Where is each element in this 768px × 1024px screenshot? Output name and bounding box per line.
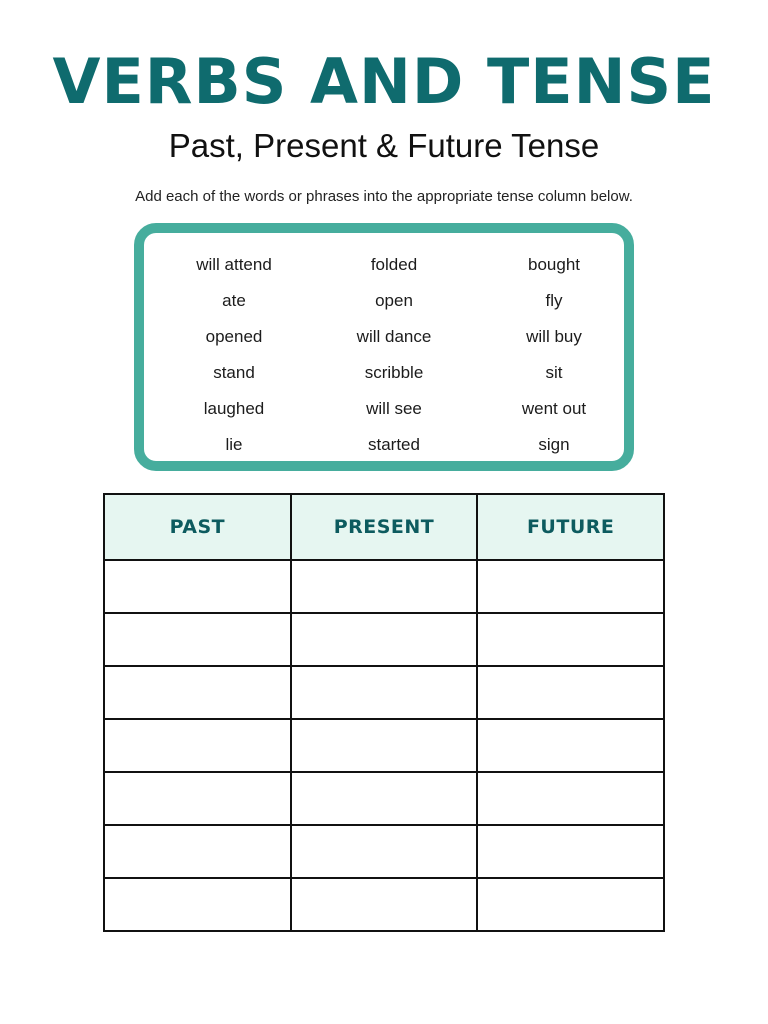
present-answer-cell[interactable] [291,613,478,666]
future-answer-cell[interactable] [477,666,664,719]
past-answer-cell[interactable] [104,560,291,613]
word-bank-item: sign [538,435,570,454]
instructions-text: Add each of the words or phrases into the appropriate tense column below. [135,188,633,205]
word-bank-item: went out [521,399,587,418]
present-answer-cell[interactable] [291,719,478,772]
past-column-header: PAST [104,494,291,560]
word-bank-item: will see [366,399,422,418]
word-bank-item: laughed [203,399,265,418]
table-row [104,719,664,772]
worksheet-title: VERBS AND TENSE [52,45,716,118]
word-bank-item: bought [528,255,580,274]
future-answer-cell[interactable] [477,772,664,825]
word-bank-item: open [375,291,413,310]
table-row [104,613,664,666]
table-row [104,560,664,613]
word-bank-item: ate [222,291,246,310]
tense-sorting-table [103,493,665,932]
future-answer-cell[interactable] [477,878,664,931]
past-answer-cell[interactable] [104,878,291,931]
past-answer-cell[interactable] [104,666,291,719]
word-bank-item: started [368,435,420,454]
table-header-row [104,494,664,560]
word-bank-item: will dance [356,327,432,346]
word-bank-item: will buy [526,327,582,346]
future-answer-cell[interactable] [477,719,664,772]
word-bank-grid [154,247,614,463]
word-bank-item: folded [370,255,418,274]
word-bank-item: scribble [364,363,424,382]
word-bank-item: will attend [196,255,272,274]
word-bank-item: fly [545,291,563,310]
table-row [104,878,664,931]
past-answer-cell[interactable] [104,719,291,772]
worksheet-subtitle: Past, Present & Future Tense [168,127,600,164]
past-answer-cell[interactable] [104,825,291,878]
present-answer-cell[interactable] [291,666,478,719]
word-bank-item: opened [205,327,263,346]
table-row [104,825,664,878]
future-column-header: FUTURE [477,494,664,560]
word-bank-item: lie [225,435,243,454]
word-bank-item: sit [545,363,563,382]
word-bank-box [134,223,634,471]
present-column-header: PRESENT [291,494,478,560]
table-row [104,666,664,719]
present-answer-cell[interactable] [291,560,478,613]
word-bank-item: stand [213,363,255,382]
present-answer-cell[interactable] [291,878,478,931]
present-answer-cell[interactable] [291,772,478,825]
past-answer-cell[interactable] [104,772,291,825]
past-answer-cell[interactable] [104,613,291,666]
table-row [104,772,664,825]
future-answer-cell[interactable] [477,560,664,613]
present-answer-cell[interactable] [291,825,478,878]
future-answer-cell[interactable] [477,825,664,878]
future-answer-cell[interactable] [477,613,664,666]
